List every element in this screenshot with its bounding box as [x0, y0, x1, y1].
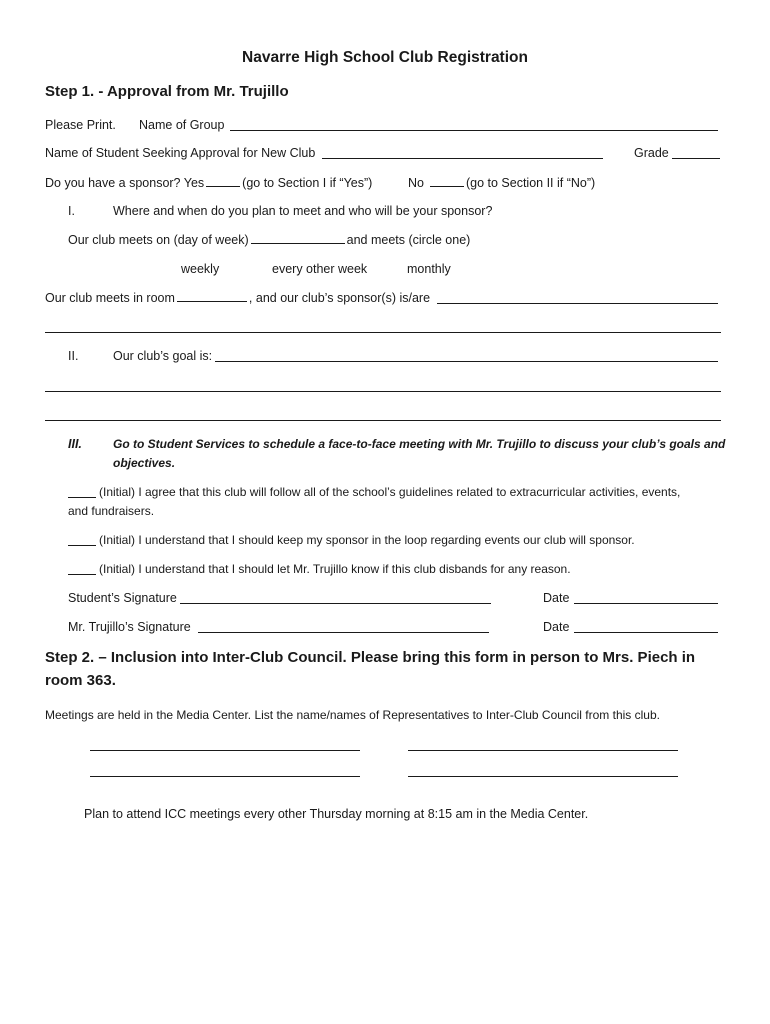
please-print-label: Please Print. — [45, 118, 116, 132]
student-name-field[interactable] — [322, 158, 603, 159]
student-signature-label: Student’s Signature — [68, 591, 177, 605]
name-of-group-field[interactable] — [230, 130, 718, 131]
section-1-text: Where and when do you plan to meet and who will be your sponsor? — [113, 204, 493, 218]
sponsor-no-group — [408, 175, 595, 191]
initial-2-field[interactable] — [68, 545, 96, 546]
step1-heading: Step 1. - Approval from Mr. Trujillo — [45, 83, 289, 100]
sponsor-no-note: (go to Section II if “No”) — [465, 176, 596, 190]
representative-field-3[interactable] — [90, 776, 360, 777]
meets-room-label: Our club meets in room — [45, 291, 175, 305]
freq-every-other-week[interactable]: every other week — [272, 262, 368, 276]
page-title: Navarre High School Club Registration — [242, 49, 528, 66]
representative-field-2[interactable] — [408, 750, 678, 751]
sponsor-yes-field[interactable] — [206, 175, 240, 187]
grade-label: Grade — [634, 146, 669, 160]
sponsor-field-continued[interactable] — [45, 332, 721, 333]
section-2-text: Our club’s goal is: — [113, 349, 213, 363]
trujillo-signature-field[interactable] — [198, 632, 489, 633]
sponsor-field[interactable] — [437, 303, 718, 304]
section-3-line2: objectives. — [113, 456, 176, 470]
plan-text: Plan to attend ICC meetings every other Thursday morning at 8:15 am in the Media Center. — [84, 807, 589, 821]
step2-heading-line1: Step 2. – Inclusion into Inter-Club Council. Please bring this form in person to Mrs. Piech in — [45, 649, 696, 666]
section-3-number: III. — [68, 437, 82, 451]
freq-weekly[interactable]: weekly — [181, 262, 220, 276]
sponsor-question — [45, 175, 372, 191]
sponsor-yes-note: (go to Section I if “Yes”) — [242, 176, 373, 190]
student-date-field[interactable] — [574, 603, 718, 604]
goal-field-3[interactable] — [45, 420, 721, 421]
meets-and-label: and meets (circle one) — [346, 233, 471, 247]
initial-3-text: (Initial) I understand that I should let Mr. Trujillo know if this club disbands for any reason. — [99, 562, 571, 576]
sponsor-no-label: No — [408, 176, 424, 190]
room-sponsor-label: , and our club’s sponsor(s) is/are — [248, 291, 431, 305]
meetings-text: Meetings are held in the Media Center. List the name/names of Representatives to Inter-Club Council from this club. — [45, 708, 660, 722]
name-of-group-label: Name of Group — [139, 118, 225, 132]
section-2-number: II. — [68, 349, 79, 363]
grade-field[interactable] — [672, 158, 720, 159]
section-1-number: I. — [68, 204, 75, 218]
initial-3-field[interactable] — [68, 574, 96, 575]
goal-field-2[interactable] — [45, 391, 721, 392]
student-name-label: Name of Student Seeking Approval for New Club — [45, 146, 316, 160]
representative-field-1[interactable] — [90, 750, 360, 751]
initial-1-field[interactable] — [68, 497, 96, 498]
meets-on-label: Our club meets on (day of week) — [68, 233, 249, 247]
room-field[interactable] — [177, 290, 247, 302]
trujillo-signature-label: Mr. Trujillo’s Signature — [68, 620, 191, 634]
initial-2-text: (Initial) I understand that I should keep my sponsor in the loop regarding events our club will sponsor. — [99, 533, 635, 547]
sponsor-no-field[interactable] — [430, 175, 464, 187]
day-of-week-field[interactable] — [251, 232, 345, 244]
student-date-label: Date — [543, 591, 570, 605]
sponsor-yes-label: Do you have a sponsor? Yes — [45, 176, 205, 190]
step2-heading-line2: room 363. — [45, 672, 116, 689]
goal-field[interactable] — [215, 361, 718, 362]
trujillo-date-label: Date — [543, 620, 570, 634]
initial-1-text: (Initial) I agree that this club will follow all of the school’s guidelines related to extracurricular activities, events, — [99, 485, 681, 499]
section-3-line1: Go to Student Services to schedule a face-to-face meeting with Mr. Trujillo to discuss your club’s goals and — [113, 437, 726, 451]
trujillo-date-field[interactable] — [574, 632, 718, 633]
representative-field-4[interactable] — [408, 776, 678, 777]
meets-room-line — [45, 290, 430, 306]
meets-on-line — [68, 232, 470, 248]
freq-monthly[interactable]: monthly — [407, 262, 451, 276]
student-signature-field[interactable] — [180, 603, 491, 604]
initial-1-text-cont: and fundraisers. — [68, 504, 155, 518]
